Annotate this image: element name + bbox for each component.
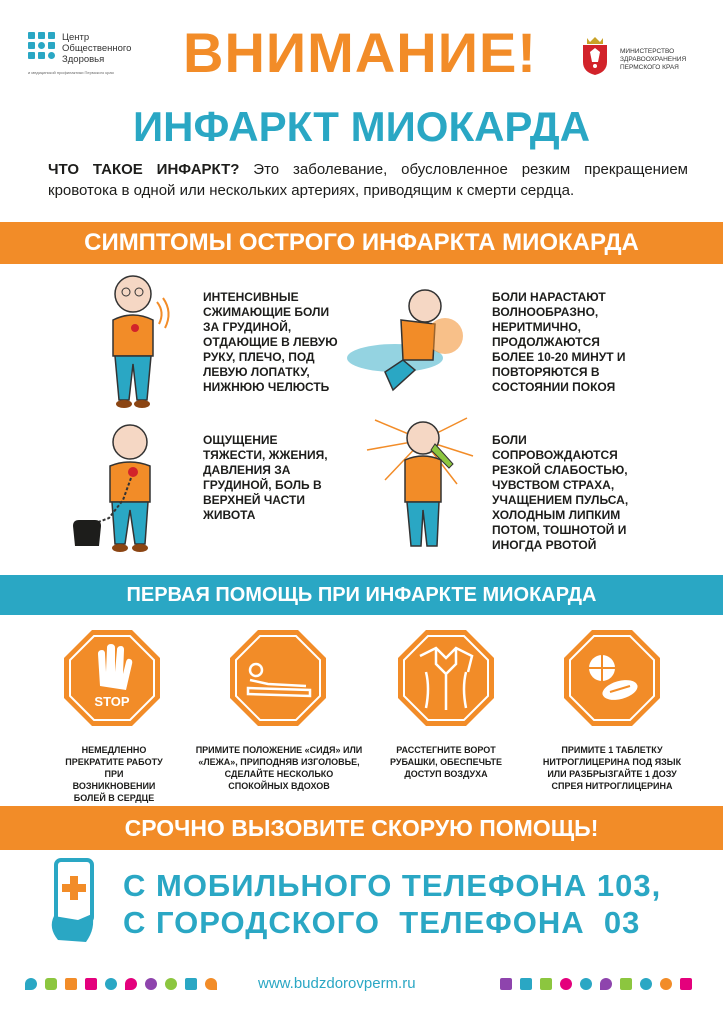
aid-step-1: НЕМЕДЛЕННО ПРЕКРАТИТЕ РАБОТУ ПРИ ВОЗНИКНОВЕНИИ БОЛЕЙ В СЕРДЦЕ [65, 745, 163, 803]
nitroglycerin-pill-icon [562, 628, 662, 728]
lying-down-icon [228, 628, 328, 728]
symptom-text-2: БОЛИ НАРАСТАЮТ ВОЛНООБРАЗНО, НЕРИТМИЧНО, ПРОДОЛЖАЮТСЯ БОЛЕЕ 10-20 МИНУТ И ПОВТОРЯЮТСЯ В СОСТОЯНИИ ПОКОЯ [492, 290, 626, 394]
page-title: ВНИМАНИЕ! [183, 21, 537, 84]
crest-icon [580, 36, 610, 76]
first-aid-banner [0, 575, 723, 615]
ministry-name: МИНИСТЕРСТВО ЗДРАВООХРАНЕНИЯ ПЕРМСКОГО КРАЯ [620, 48, 687, 71]
symptoms-banner-text: СИМПТОМЫ ОСТРОГО ИНФАРКТА МИОКАРДА [84, 229, 639, 256]
symptom-text-1: ИНТЕНСИВНЫЕ СЖИМАЮЩИЕ БОЛИ ЗА ГРУДИНОЙ, ОТДАЮЩИЕ В ЛЕВУЮ РУКУ, ПЛЕЧО, ПОД ЛЕВУЮ ЛОПАТКУ, НИЖНЮЮ ЧЕЛЮСТЬ [203, 290, 338, 394]
intro-paragraph [48, 159, 688, 201]
symptoms-banner [0, 222, 723, 264]
org-logo [28, 32, 148, 82]
aid-step-2: ПРИМИТЕ ПОЛОЖЕНИЕ «СИДЯ» ИЛИ «ЛЕЖА», ПРИПОДНЯВ ИЗГОЛОВЬЕ, СДЕЛАЙТЕ НЕСКОЛЬКО СПОКОЙНЫХ ВДОХОВ [195, 745, 363, 791]
phone-landline: С ГОРОДСКОГО ТЕЛЕФОНА 03 [123, 905, 641, 940]
call-ambulance-text: СРОЧНО ВЫЗОВИТЕ СКОРУЮ ПОМОЩЬ! [124, 815, 599, 841]
man-heavy-weight-illustration [65, 420, 175, 555]
mobile-phone-icon [48, 858, 108, 944]
subtitle: ИНФАРКТ МИОКАРДА [132, 103, 591, 150]
unbutton-shirt-icon [396, 628, 496, 728]
stop-label: STOP [94, 694, 130, 709]
aid-step-3: РАССТЕГНИТЕ ВОРОТ РУБАШКИ, ОБЕСПЕЧЬТЕ ДОСТУП ВОЗДУХА [390, 745, 502, 779]
man-sitting-pain-illustration [345, 280, 480, 400]
man-chest-pain-illustration [95, 272, 185, 412]
intro-question: ЧТО ТАКОЕ ИНФАРКТ? [48, 161, 240, 178]
website-link[interactable]: www.budzdorovperm.ru [258, 975, 416, 992]
aid-step-4: ПРИМИТЕ 1 ТАБЛЕТКУ НИТРОГЛИЦЕРИНА ПОД ЯЗЫК ИЛИ РАЗБРЫЗГАЙТЕ 1 ДОЗУ СПРЕЯ НИТРОГЛИЦЕРИНА [542, 745, 682, 791]
stop-hand-icon [62, 628, 162, 728]
symptom-text-3: ОЩУЩЕНИЕ ТЯЖЕСТИ, ЖЖЕНИЯ, ДАВЛЕНИЯ ЗА ГРУДИНОЙ, БОЛЬ В ВЕРХНЕЙ ЧАСТИ ЖИВОТА [203, 433, 328, 522]
first-aid-banner-text: ПЕРВАЯ ПОМОЩЬ ПРИ ИНФАРКТЕ МИОКАРДА [126, 584, 597, 606]
phone-mobile: С МОБИЛЬНОГО ТЕЛЕФОНА 103, [123, 868, 662, 903]
intro-text: Это заболевание, обусловленное резким прекращением кровотока в одной или нескольких артериях, приводящим к смерти сердца. [48, 161, 688, 199]
org-logo-icon [28, 32, 58, 62]
org-subtitle: и медицинской профилактики Пермского края [28, 70, 114, 75]
man-weakness-illustration [365, 410, 475, 555]
call-ambulance-banner [0, 806, 723, 850]
org-name: Центр Общественного Здоровья [62, 32, 132, 65]
ministry-logo [580, 36, 700, 80]
symptom-text-4: БОЛИ СОПРОВОЖДАЮТСЯ РЕЗКОЙ СЛАБОСТЬЮ, ЧУВСТВОМ СТРАХА, УЧАЩЕНИЕМ ПУЛЬСА, ХОЛОДНЫМ ЛИПКИМ ПОТОМ, ТОШНОТОЙ И ИНОГДА РВОТОЙ [492, 433, 629, 552]
